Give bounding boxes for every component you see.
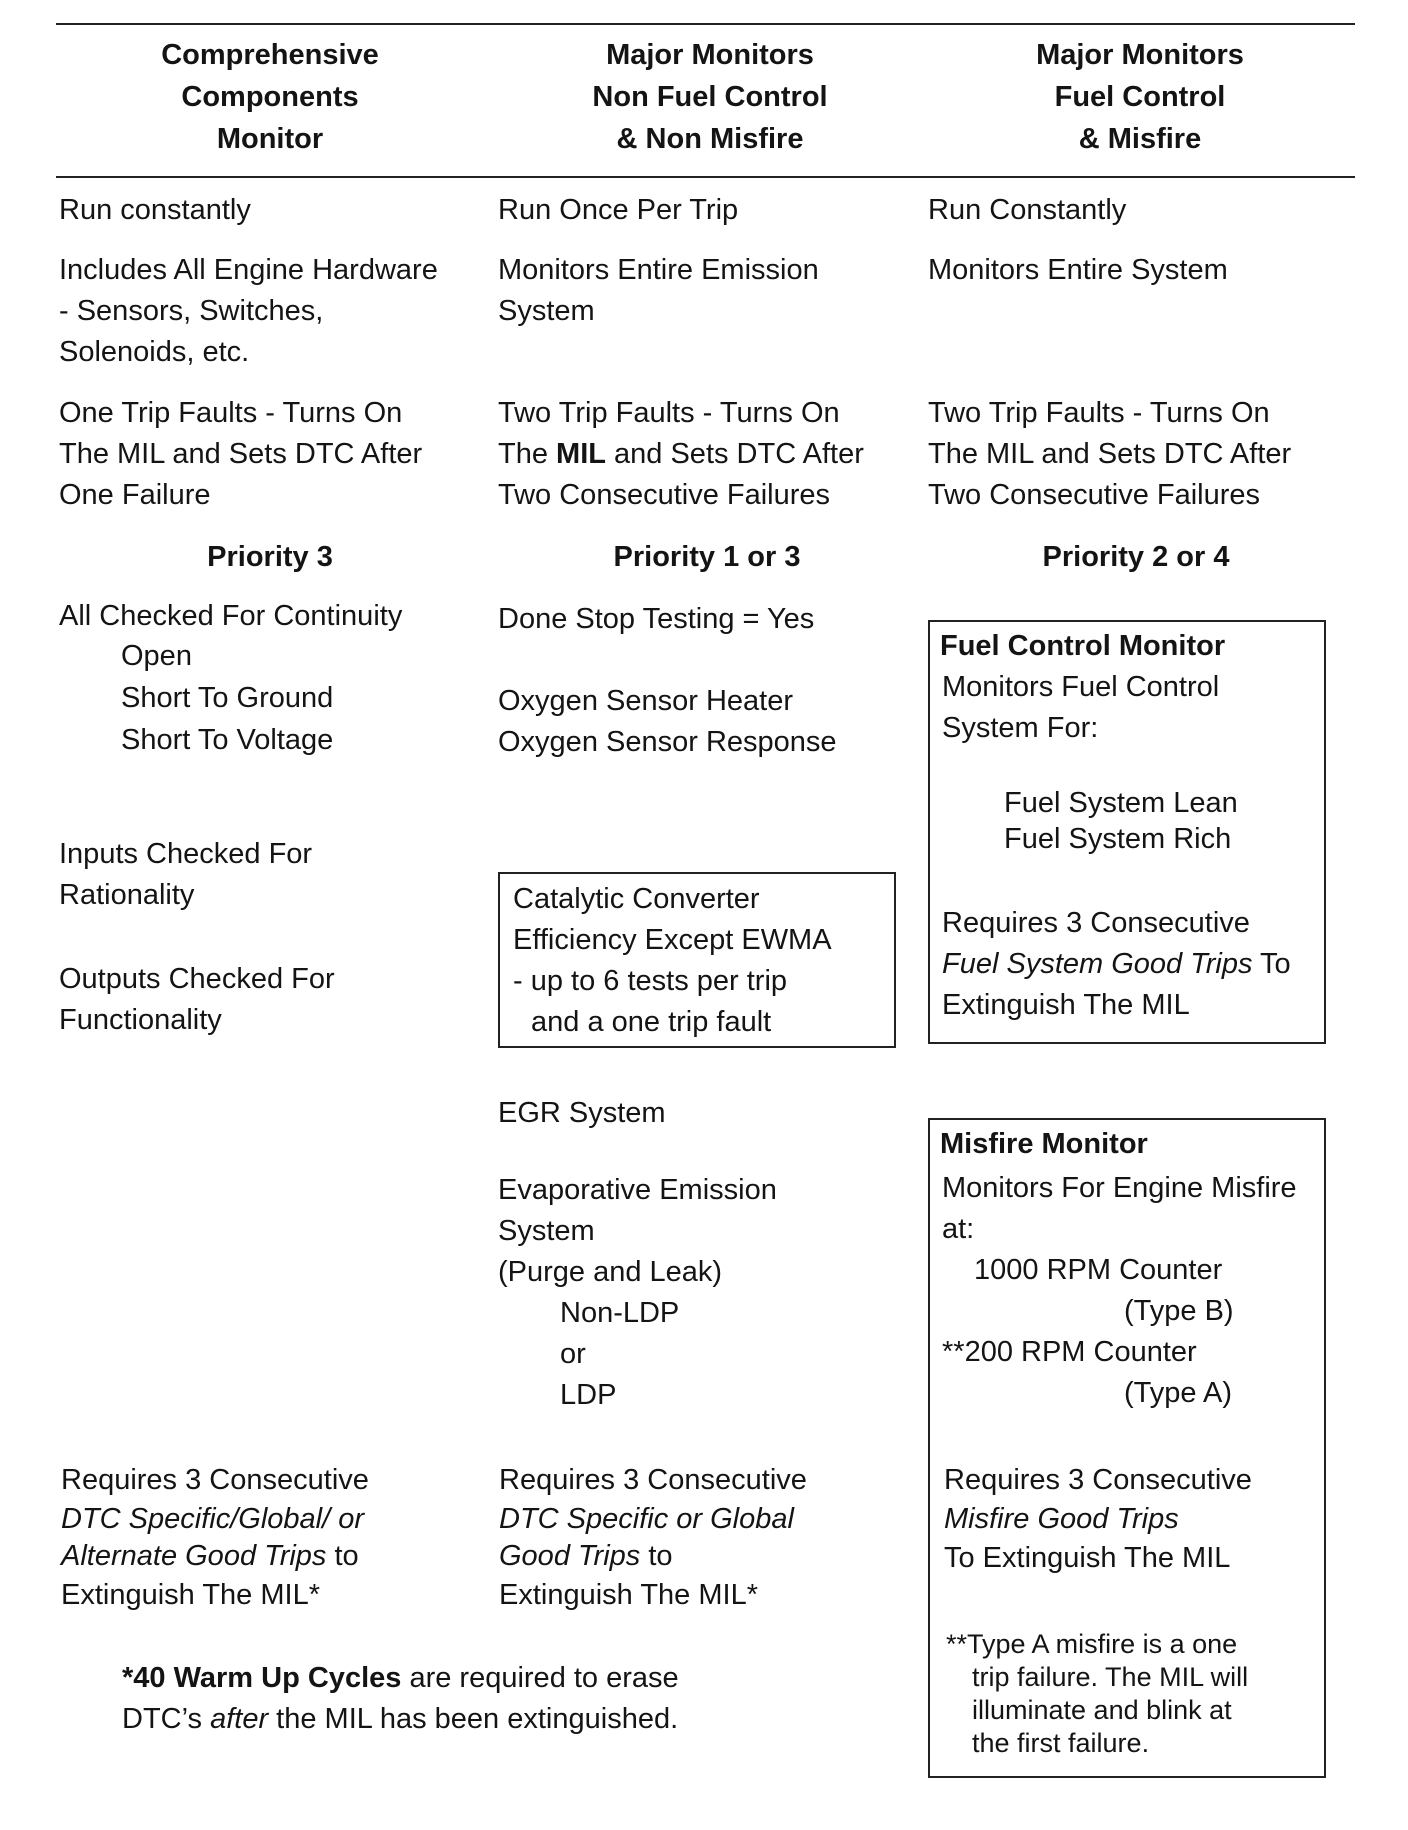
col2-catalytic-line: Efficiency Except EWMA (513, 924, 832, 956)
misfire-box-requires (944, 1460, 1252, 1579)
misfire-box-desc (942, 1168, 1297, 1250)
misfire-type-2: (Type A) (1124, 1377, 1232, 1409)
col1-faults (59, 393, 422, 516)
misfire-counter-2: **200 RPM Counter (942, 1336, 1197, 1368)
col1-requires-emph: Alternate Good Trips (61, 1540, 327, 1572)
col2-faults-line: Two Consecutive Failures (498, 479, 831, 511)
header-col3-line: & Misfire (1078, 123, 1202, 155)
col2-egr: EGR System (498, 1097, 666, 1129)
fuel-box-item: Fuel System Rich (1004, 823, 1232, 855)
col2-requires (499, 1460, 807, 1616)
col1-outputs (59, 959, 335, 1041)
col2-evap-item: Non-LDP (560, 1297, 680, 1329)
fuel-box-items (1004, 785, 1238, 857)
col2-priority: Priority 1 or 3 (613, 541, 801, 573)
misfire-counter-1: 1000 RPM Counter (974, 1254, 1223, 1286)
col2-done: Done Stop Testing = Yes (498, 603, 815, 635)
misfire-box-desc-line: Monitors For Engine Misfire (942, 1172, 1297, 1204)
header-rule (56, 176, 1355, 178)
header-col3-line: Major Monitors (1036, 39, 1244, 71)
col3-run: Run Constantly (928, 194, 1127, 226)
col2-requires-emph: Good Trips (499, 1540, 641, 1572)
col1-continuity-item: Short To Voltage (121, 724, 334, 756)
col2-requires-line (499, 1538, 807, 1575)
col1-includes (59, 250, 438, 373)
col1-requires (61, 1460, 369, 1616)
col1-outputs-line: Outputs Checked For (59, 963, 335, 995)
col1-includes-line: Solenoids, etc. (59, 336, 250, 368)
col1-continuity-item: Open (121, 640, 192, 672)
fuel-box-desc-line: Monitors Fuel Control (942, 671, 1220, 703)
col1-requires-line: DTC Specific/Global/ or (61, 1503, 364, 1535)
col2-faults-line (498, 434, 864, 475)
col2-faults-post: and Sets DTC After (605, 438, 864, 470)
header-col2-line: Non Fuel Control (592, 81, 828, 113)
col2-catalytic-line: - up to 6 tests per trip (513, 965, 788, 997)
col1-inputs-line: Rationality (59, 879, 195, 911)
fuel-box-req-to: To (1252, 948, 1291, 980)
misfire-req-line: Misfire Good Trips (944, 1503, 1179, 1535)
col3-faults-line: The MIL and Sets DTC After (928, 438, 1292, 470)
footnote-rest: are required to erase (401, 1662, 679, 1694)
footnote-post: the MIL has been extinguished. (268, 1703, 679, 1735)
fuel-box-item: Fuel System Lean (1004, 787, 1238, 819)
col1-continuity (59, 597, 402, 761)
misfire-req-line: Requires 3 Consecutive (944, 1464, 1252, 1496)
col3-monitors: Monitors Entire System (928, 254, 1228, 286)
fuel-box-req-line (942, 944, 1291, 985)
header-col3 (930, 34, 1350, 160)
footnote (122, 1658, 679, 1740)
misfire-note-line: **Type A misfire is a one (946, 1629, 1238, 1659)
col1-priority: Priority 3 (207, 541, 333, 573)
misfire-box-title: Misfire Monitor (940, 1128, 1148, 1160)
header-col3-line: Fuel Control (1054, 81, 1226, 113)
col2-catalytic-line: and a one trip fault (531, 1006, 772, 1038)
col2-oxygen-line: Oxygen Sensor Response (498, 726, 837, 758)
footnote-pre: DTC’s (122, 1703, 211, 1735)
fuel-box-requires (942, 903, 1291, 1026)
col2-evap-line: System (498, 1215, 595, 1247)
col1-run: Run constantly (59, 194, 251, 226)
col1-requires-to: to (326, 1540, 359, 1572)
col2-monitors-line: Monitors Entire Emission (498, 254, 819, 286)
fuel-box-title: Fuel Control Monitor (940, 630, 1226, 662)
col2-requires-line: Extinguish The MIL* (499, 1579, 758, 1611)
col1-requires-line: Requires 3 Consecutive (61, 1464, 369, 1496)
col1-inputs-line: Inputs Checked For (59, 838, 313, 870)
misfire-req-line: To Extinguish The MIL (944, 1542, 1231, 1574)
col2-requires-to: to (640, 1540, 673, 1572)
misfire-note-line: illuminate and blink at (972, 1695, 1232, 1725)
col2-requires-line: DTC Specific or Global (499, 1503, 794, 1535)
footnote-line (122, 1699, 679, 1740)
header-col2 (500, 34, 920, 160)
header-col1 (60, 34, 480, 160)
misfire-type-1: (Type B) (1124, 1295, 1234, 1327)
col3-faults-line: Two Consecutive Failures (928, 479, 1261, 511)
misfire-note-line: trip failure. The MIL will (972, 1662, 1249, 1692)
col2-monitors (498, 250, 819, 332)
top-rule (56, 23, 1355, 25)
col2-evap-line: Evaporative Emission (498, 1174, 777, 1206)
fuel-box-desc (942, 667, 1219, 749)
col1-faults-line: One Trip Faults - Turns On (59, 397, 403, 429)
col1-faults-line: One Failure (59, 479, 211, 511)
col2-evap (498, 1170, 777, 1416)
footnote-bold: *40 Warm Up Cycles (122, 1662, 402, 1694)
col3-priority: Priority 2 or 4 (1042, 541, 1230, 573)
header-col1-line: Comprehensive (161, 39, 379, 71)
col3-faults (928, 393, 1291, 516)
header-col1-line: Components (181, 81, 359, 113)
fuel-box-req-line: Extinguish The MIL (942, 989, 1190, 1021)
col1-requires-line (61, 1538, 369, 1575)
footnote-after: after (210, 1703, 269, 1735)
col1-continuity-title: All Checked For Continuity (59, 600, 403, 632)
col2-run: Run Once Per Trip (498, 194, 739, 226)
col2-faults-pre: The (498, 438, 557, 470)
col2-catalytic (513, 879, 832, 1043)
col2-evap-item: LDP (560, 1379, 617, 1411)
col1-outputs-line: Functionality (59, 1004, 222, 1036)
fuel-box-req-line: Requires 3 Consecutive (942, 907, 1250, 939)
header-col2-line: Major Monitors (606, 39, 814, 71)
col1-inputs (59, 834, 312, 916)
fuel-box-req-emph: Fuel System Good Trips (942, 948, 1253, 980)
misfire-note (946, 1628, 1248, 1760)
col1-requires-line: Extinguish The MIL* (61, 1579, 320, 1611)
col2-monitors-line: System (498, 295, 595, 327)
col2-evap-item: or (560, 1338, 586, 1370)
col1-faults-line: The MIL and Sets DTC After (59, 438, 423, 470)
col2-faults-line: Two Trip Faults - Turns On (498, 397, 840, 429)
col2-requires-line: Requires 3 Consecutive (499, 1464, 807, 1496)
col2-faults-mil: MIL (556, 438, 606, 470)
col1-includes-line: - Sensors, Switches, (59, 295, 324, 327)
fuel-box-desc-line: System For: (942, 712, 1099, 744)
col1-continuity-item: Short To Ground (121, 682, 334, 714)
misfire-box-desc-line: at: (942, 1213, 975, 1245)
col2-oxygen (498, 681, 837, 763)
col3-faults-line: Two Trip Faults - Turns On (928, 397, 1270, 429)
col1-includes-line: Includes All Engine Hardware (59, 254, 438, 286)
footnote-line (122, 1658, 679, 1699)
col2-faults (498, 393, 864, 516)
col2-oxygen-line: Oxygen Sensor Heater (498, 685, 793, 717)
header-col2-line: & Non Misfire (616, 123, 804, 155)
col2-evap-line: (Purge and Leak) (498, 1256, 723, 1288)
col2-catalytic-line: Catalytic Converter (513, 883, 760, 915)
header-col1-line: Monitor (216, 123, 324, 155)
misfire-note-line: the first failure. (972, 1728, 1150, 1758)
